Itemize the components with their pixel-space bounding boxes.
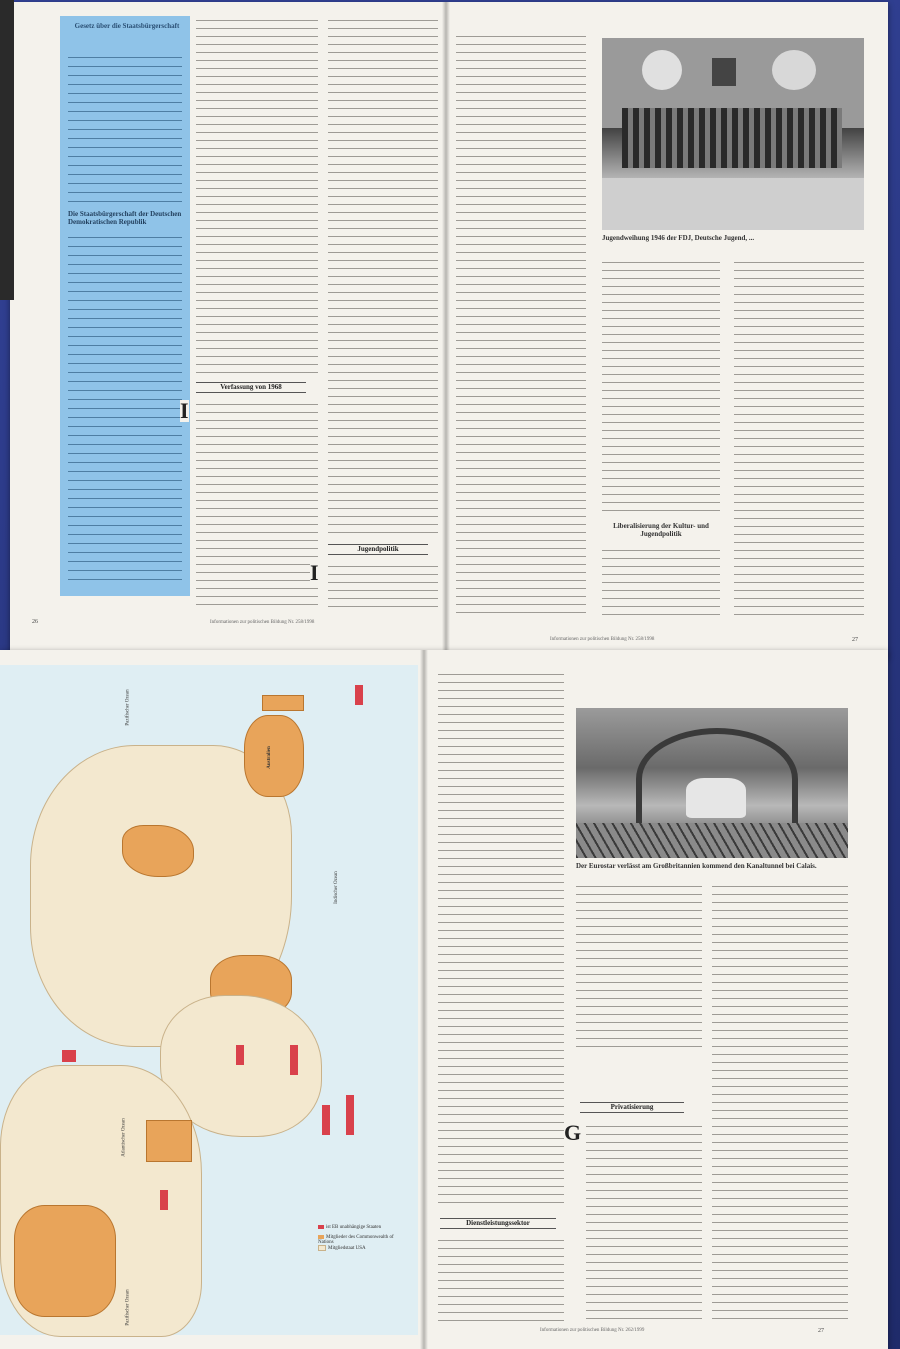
bottom-magazine-spread: [0, 650, 888, 1349]
bottom-right-column-1b: [438, 1236, 564, 1326]
ocean-label-3: Indischer Ozean: [333, 871, 339, 904]
bottom-section-heading-2: Dienstleistungssektor: [440, 1218, 556, 1229]
legend-swatch-cream: [318, 1245, 326, 1251]
territory-marker-1: [290, 1045, 298, 1075]
sidebar-subtitle: Die Staatsbürgerschaft der Deutschen Demokratischen Republik: [68, 210, 182, 226]
left-page-column-2: [328, 16, 438, 536]
photo-caption: Jugendweihung 1946 der FDJ, Deutsche Jugend, ...: [602, 234, 755, 242]
bottom-right-page-number: 27: [818, 1328, 824, 1334]
legend-item-2: [318, 1235, 408, 1245]
left-dropcap-2: I: [310, 560, 319, 585]
left-page-column-1b: [196, 400, 318, 610]
concert-photo: [602, 38, 864, 230]
right-page-number: 27: [852, 637, 858, 643]
right-page-column-3: [734, 258, 864, 620]
left-section-heading-2: Jugendpolitik: [328, 544, 428, 555]
bottom-right-column-3: [712, 882, 848, 1322]
left-dropcap: I: [180, 398, 189, 423]
eurostar-caption: Der Eurostar verlässt am Großbritannien kommend den Kanaltunnel bei Calais.: [576, 862, 817, 870]
right-page-column-2: [602, 258, 720, 516]
left-page-footer: Informationen zur politischen Bildung Nr. 258/1998: [210, 620, 315, 625]
train: [686, 778, 746, 818]
left-page-number: 26: [32, 619, 38, 625]
top-gutter: [442, 2, 450, 657]
sidebar-text-2: [68, 232, 182, 582]
map-legend: [318, 1225, 408, 1275]
legend-label-3: Mitgliedstaat USA: [328, 1246, 366, 1252]
legend-swatch-orange: [318, 1235, 324, 1239]
legend-swatch-red: [318, 1225, 324, 1229]
commonwealth-australia: [244, 715, 304, 797]
bottom-right-column-1: [438, 670, 564, 1210]
audience: [602, 178, 864, 230]
country-label-australia: Australien: [266, 746, 272, 769]
bottom-right-column-2b: [586, 1122, 702, 1322]
ocean-label-2: Atlantischer Ozean: [121, 1118, 127, 1157]
bottom-dropcap: G: [564, 1120, 582, 1145]
right-page-column-1: [456, 32, 586, 617]
legend-item-1: [318, 1225, 381, 1230]
eurostar-photo: [576, 708, 848, 858]
uk-marker: [62, 1050, 76, 1062]
legend-item-3: [318, 1245, 366, 1251]
left-page-column-2b: [328, 562, 438, 614]
territory-marker-2: [322, 1105, 330, 1135]
world-map: [0, 665, 418, 1335]
bottom-right-footer: Informationen zur politischen Bildung Nr. 262/1999: [540, 1328, 645, 1333]
right-section-heading: Liberalisierung der Kultur- und Jugendpolitik: [613, 522, 709, 538]
left-section-heading: Verfassung von 1968: [196, 382, 306, 393]
left-page-column-1: [196, 16, 318, 376]
legend-label-2: Mitglieder des Commonwealth of Nations: [318, 1235, 394, 1246]
tracks: [576, 823, 848, 858]
bottom-gutter: [420, 650, 428, 1349]
bottom-right-column-2: [576, 882, 702, 1050]
commonwealth-india: [122, 825, 194, 877]
bottom-section-heading: Privatisierung: [580, 1102, 684, 1113]
top-magazine-spread: [10, 2, 888, 657]
ocean-label-1: Pazifischer Ozean: [125, 689, 131, 726]
background-magazine-edge: [0, 0, 14, 300]
balloon-cluster-2: [772, 50, 816, 90]
sidebar-text-1: [68, 52, 182, 202]
right-page-column-2b: [602, 546, 720, 621]
commonwealth-pacific: [262, 695, 304, 711]
commonwealth-canada: [14, 1205, 116, 1317]
territory-marker-3: [346, 1095, 354, 1135]
stage-emblem: [712, 58, 736, 86]
ocean-label-4: Pazifischer Ozean: [125, 1289, 131, 1326]
territory-marker-4: [236, 1045, 244, 1065]
balloon-cluster: [642, 50, 682, 90]
sidebar-title: Gesetz über die Staatsbürgerschaft: [74, 22, 180, 30]
legend-label-1: ist EB unabhängige Staaten: [326, 1225, 382, 1231]
territory-marker-6: [355, 685, 363, 705]
performers: [622, 108, 842, 168]
right-page-footer: Informationen zur politischen Bildung Nr. 258/1998: [550, 637, 655, 642]
commonwealth-caribbean: [146, 1120, 192, 1162]
territory-marker-5: [160, 1190, 168, 1210]
